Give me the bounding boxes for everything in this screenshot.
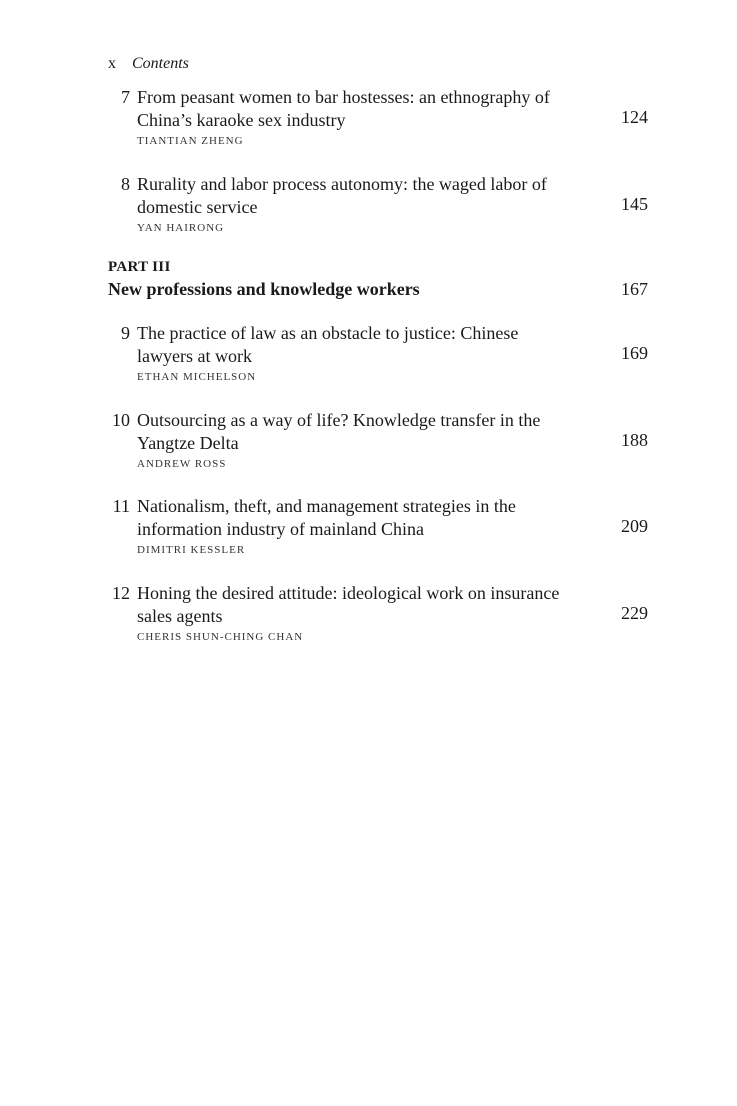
chapter-author: DIMITRI KESSLER — [137, 544, 246, 556]
chapter-number: 9 — [121, 323, 130, 343]
part-page: 167 — [621, 279, 648, 299]
chapter-author: TIANTIAN ZHENG — [137, 135, 244, 147]
chapter-page: 229 — [621, 603, 648, 623]
running-head — [108, 54, 189, 74]
running-head-section: Contents — [132, 55, 189, 72]
chapter-title: From peasant women to bar hostesses: an ethnography of China’s karaoke sex industry — [137, 87, 550, 130]
chapter-page: 169 — [621, 343, 648, 363]
part-title: New professions and knowledge workers — [108, 279, 420, 299]
chapter-number: 8 — [121, 174, 130, 194]
chapter-author: ANDREW ROSS — [137, 458, 227, 470]
chapter-title: Rurality and labor process autonomy: the waged labor of domestic service — [137, 174, 547, 217]
chapter-number: 10 — [112, 410, 130, 430]
chapter-title: Outsourcing as a way of life? Knowledge transfer in the Yangtze Delta — [137, 410, 541, 453]
chapter-number: 12 — [112, 583, 130, 603]
chapter-page: 124 — [621, 107, 648, 127]
chapter-page: 188 — [621, 430, 648, 450]
chapter-page: 209 — [621, 516, 648, 536]
chapter-author: YAN HAIRONG — [137, 222, 225, 234]
chapter-title: Honing the desired attitude: ideological work on insurance sales agents — [137, 583, 560, 626]
page-folio: x — [108, 55, 116, 72]
chapter-number: 7 — [121, 87, 130, 107]
chapter-author: CHERIS SHUN-CHING CHAN — [137, 631, 304, 643]
part-label: PART III — [108, 259, 171, 275]
chapter-number: 11 — [112, 496, 130, 516]
chapter-author: ETHAN MICHELSON — [137, 371, 257, 383]
chapter-title: The practice of law as an obstacle to justice: Chinese lawyers at work — [137, 323, 519, 366]
chapter-page: 145 — [621, 194, 648, 214]
chapter-title: Nationalism, theft, and management strategies in the information industry of mainland China — [137, 496, 516, 539]
